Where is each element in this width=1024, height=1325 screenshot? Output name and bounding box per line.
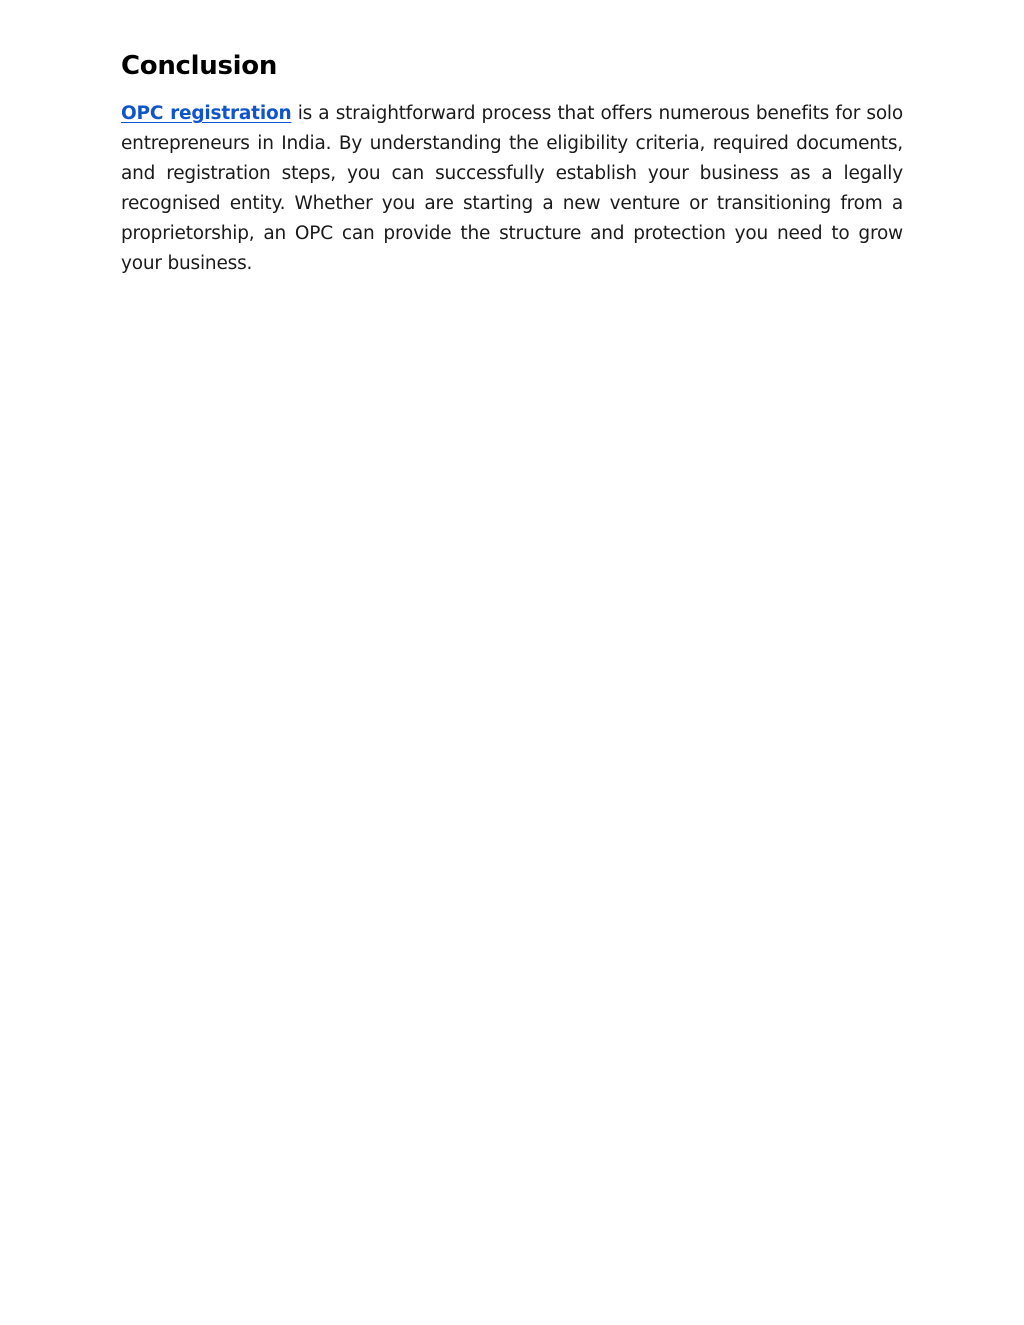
opc-registration-link[interactable]: OPC registration	[121, 103, 292, 124]
conclusion-paragraph	[121, 99, 903, 279]
document-content	[121, 47, 903, 279]
section-heading: Conclusion	[121, 51, 278, 81]
paragraph-body-text: is a straightforward process that offers numerous benefits for solo entrepreneurs in India. By understanding the eligibility criteria, required documents, and registration steps, you can successfully establish your business as a legally recognised entity. Whether you are starting a new venture or transitioning from a proprietorship, an OPC can provide the structure and protection you need to grow your business.	[121, 103, 903, 274]
